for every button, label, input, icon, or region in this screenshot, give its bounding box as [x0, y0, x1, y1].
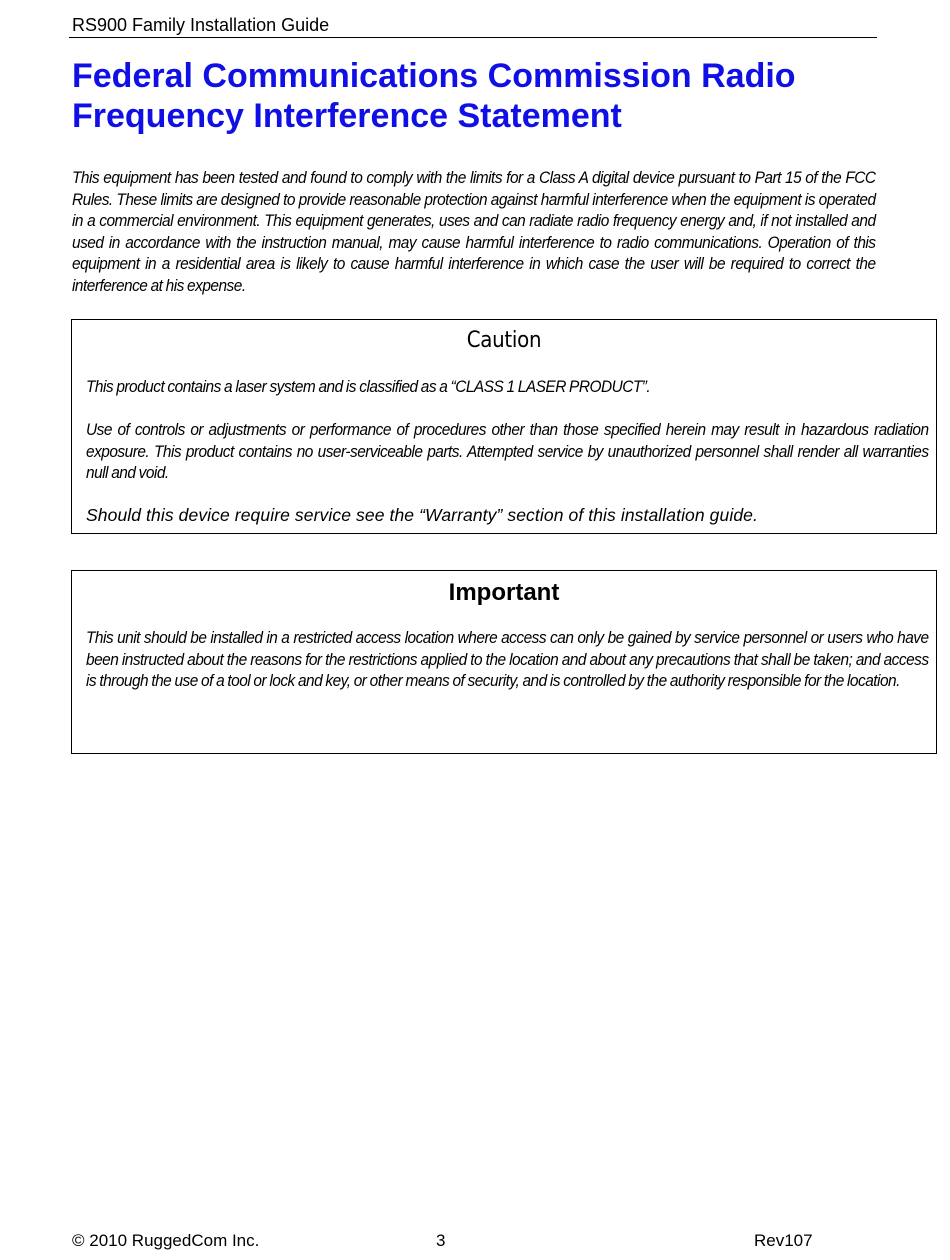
- caution-service-text: Should this device require service see the “Warranty” section of this installation guide.: [86, 505, 758, 525]
- important-heading: Important: [448, 579, 560, 606]
- footer-copyright: © 2010 RuggedCom Inc.: [72, 1231, 260, 1250]
- page-title: Federal Communications Commission Radio Frequency Interference Statement: [72, 57, 796, 135]
- important-location-text: This unit should be installed in a restricted access location where access can only be gained by service personnel or users who have been instructed about the reasons for the restrictions applied to the location and about any precautions that shall be taken; and access is through the use of a tool or lock and key, or other means of security, and is controlled by the authority responsible for the location.: [86, 628, 929, 691]
- footer-page-number: 3: [436, 1231, 446, 1250]
- running-header: RS900 Family Installation Guide: [69, 12, 877, 38]
- important-box: [71, 570, 937, 754]
- caution-box: [71, 319, 937, 534]
- fcc-statement-paragraph: This equipment has been tested and found to comply with the limits for a Class A digital device pursuant to Part 15 of the FCC Rules. These limits are designed to provide reasonable protection against harmful interference when the equipment is operated in a commercial environment. This equipment generates, uses and can radiate radio frequency energy and, if not installed and used in accordance with the instruction manual, may cause harmful interference to radio communications. Operation of this equipment in a residential area is likely to cause harmful interference in which case the user will be required to correct the interference at his expense.: [72, 168, 876, 295]
- caution-laser-class-text: This product contains a laser system and is classified as a “CLASS 1 LASER PRODUCT”.: [86, 377, 651, 396]
- caution-hazard-text: Use of controls or adjustments or performance of procedures other than those specified herein may result in hazardous radiation exposure. This product contains no user-serviceable parts. Attempted service by unauthorized personnel shall render all warranties null and void.: [86, 420, 929, 483]
- footer-revision: Rev107: [754, 1231, 813, 1250]
- caution-heading: Caution: [466, 328, 542, 353]
